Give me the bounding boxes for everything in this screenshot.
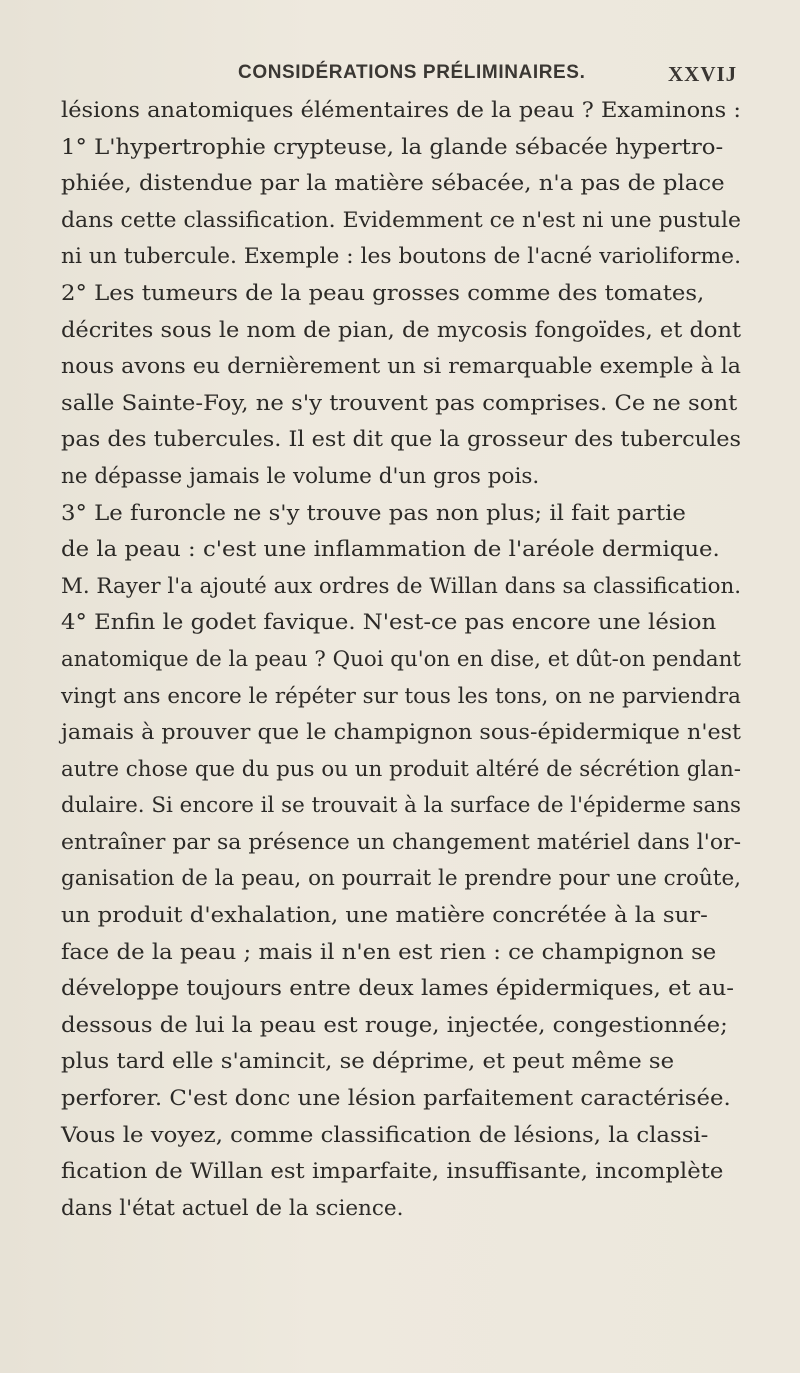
text-line: anatomique de la peau ? Quoi qu'on en dise, et dût-on pendant: [61, 646, 741, 672]
running-title: CONSIDÉRATIONS PRÉLIMINAIRES.: [238, 62, 586, 83]
text-line: lésions anatomiques élémentaires de la peau ? Examinons :: [61, 98, 741, 123]
text-line: 2° Les tumeurs de la peau grosses comme des tomates,: [61, 280, 705, 306]
text-line: face de la peau ; mais il n'en est rien : ce champignon se: [61, 939, 717, 965]
text-line: de la peau : c'est une inflammation de l'aréole dermique.: [61, 537, 720, 563]
text-line: jamais à prouver que le champignon sous-épidermique n'est: [61, 720, 741, 746]
text-line: vingt ans encore le répéter sur tous les tons, on ne parviendra: [61, 683, 741, 709]
page-number: XXVIJ: [668, 62, 738, 86]
text-line: pas des tubercules. Il est dit que la grosseur des tubercules: [61, 427, 742, 453]
text-line: développe toujours entre deux lames épidermiques, et au-: [61, 976, 734, 1002]
text-line: 1° L'hypertrophie crypteuse, la glande sébacée hypertro-: [61, 134, 724, 160]
text-line: ni un tubercule. Exemple : les boutons de l'acné varioliforme.: [61, 244, 742, 270]
text-line: décrites sous le nom de pian, de mycosis fongoïdes, et dont: [61, 317, 742, 343]
text-line: entraîner par sa présence un changement matériel dans l'or-: [61, 829, 742, 855]
text-line: 3° Le furoncle ne s'y trouve pas non plus; il fait partie: [61, 500, 686, 526]
text-line: phiée, distendue par la matière sébacée, n'a pas de place: [61, 171, 725, 197]
text-line: fication de Willan est imparfaite, insuffisante, incomplète: [61, 1159, 724, 1185]
running-head: [0, 62, 800, 88]
text-line: nous avons eu dernièrement un si remarquable exemple à la: [61, 354, 741, 380]
text-line: dans cette classification. Evidemment ce n'est ni une pustule: [61, 207, 742, 233]
text-line: perforer. C'est donc une lésion parfaitement caractérisée.: [61, 1086, 731, 1112]
text-line: salle Sainte-Foy, ne s'y trouvent pas comprises. Ce ne sont: [61, 390, 738, 416]
text-line: M. Rayer l'a ajouté aux ordres de Willan dans sa classification.: [61, 573, 742, 599]
body-text: [61, 93, 741, 1227]
text-line: 4° Enfin le godet favique. N'est-ce pas encore une lésion: [61, 610, 717, 636]
text-line: dans l'état actuel de la science.: [61, 1195, 404, 1221]
text-line: ganisation de la peau, on pourrait le prendre pour une croûte,: [61, 866, 742, 892]
text-line: ne dépasse jamais le volume d'un gros pois.: [61, 463, 540, 489]
text-line: plus tard elle s'amincit, se déprime, et peut même se: [61, 1049, 675, 1075]
text-line: autre chose que du pus ou un produit altéré de sécrétion glan-: [61, 756, 741, 782]
text-line: un produit d'exhalation, une matière concrétée à la sur-: [61, 903, 708, 929]
text-line: Vous le voyez, comme classification de lésions, la classi-: [61, 1122, 709, 1148]
text-line: dessous de lui la peau est rouge, injectée, congestionnée;: [61, 1012, 728, 1038]
text-line: dulaire. Si encore il se trouvait à la surface de l'épiderme sans: [61, 793, 742, 819]
